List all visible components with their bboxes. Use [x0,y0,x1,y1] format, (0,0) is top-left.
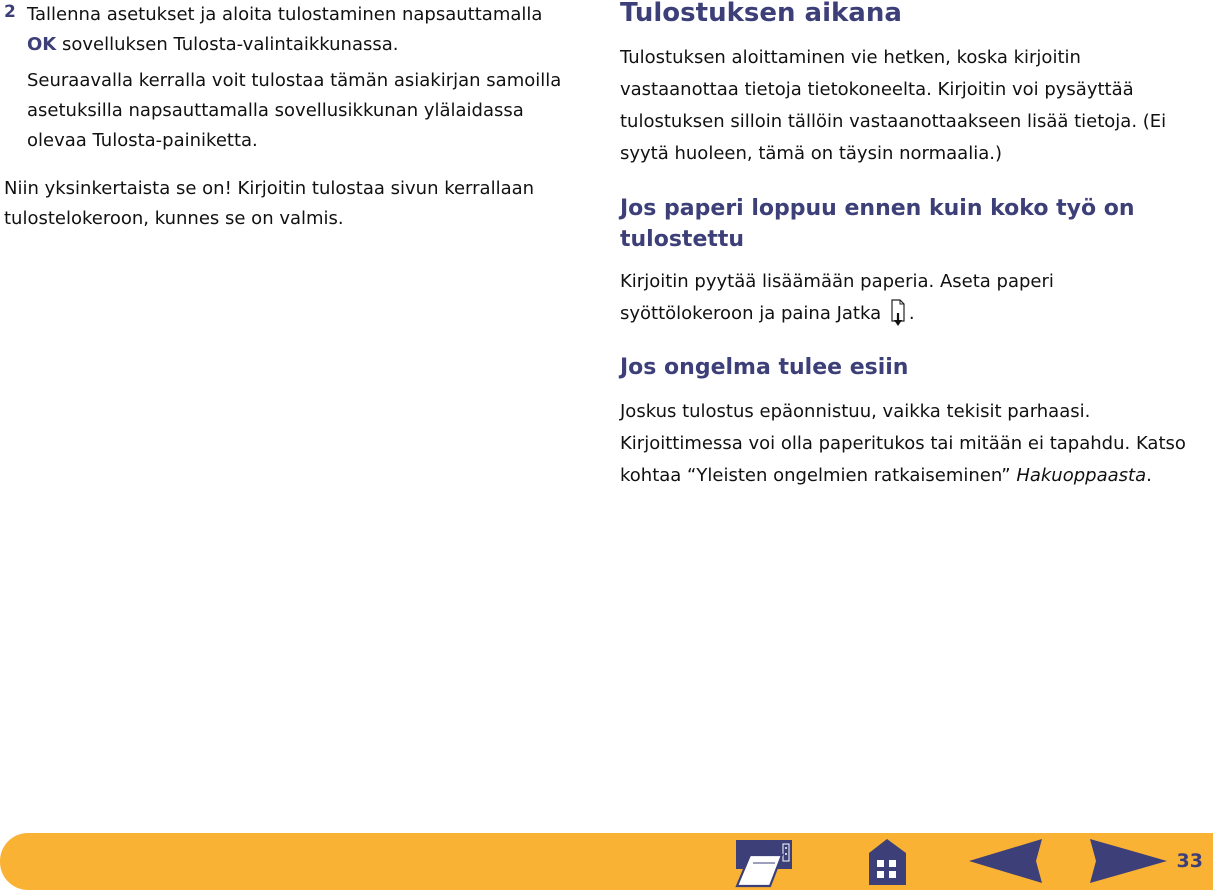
footer-nav-bar [0,833,1213,890]
previous-arrow-icon [966,833,1046,890]
step-text-start: Tallenna asetukset ja aloita tulostaminen napsauttamalla [27,4,543,25]
previous-page-button[interactable] [966,833,1046,890]
step-number: 2 [4,2,16,22]
paragraph-problem [620,396,1200,492]
subheading-paper-out: Jos paperi loppuu ennen kuin koko työ on tulostettu [620,196,1135,252]
paper-out-text: Kirjoitin pyytää lisäämään paperia. Aseta paperi syöttölokeroon ja paina Jatka [620,271,1054,324]
step-text-end: sovelluksen Tulosta-valintaikkunassa. [56,34,399,55]
next-arrow-icon [1086,833,1170,890]
subheading-problem: Jos ongelma tulee esiin [620,355,909,380]
page-number: 33 [1176,850,1203,872]
paragraph-paper-out [620,266,1090,330]
step-subtext: Seuraavalla kerralla voit tulostaa tämän asiakirjan samoilla asetuksilla napsauttamalla sovellusikkunan ylälaidassa olevaa Tulosta-painiketta. [27,70,562,151]
ok-label: OK [27,34,57,55]
step-text [27,0,587,60]
left-paragraph: Niin yksinkertaista se on! Kirjoitin tulostaa sivun kerrallaan tulostelokeroon, kunnes se on valmis. [4,178,535,229]
section-heading: Tulostuksen aikana [620,0,902,28]
problem-text: Joskus tulostus epäonnistuu, vaikka tekisit parhaasi. Kirjoittimessa voi olla paperitukos tai mitään ei tapahdu. Katso kohtaa “Yleisten ongelmien ratkaiseminen” [620,401,1186,486]
next-page-button[interactable] [1086,833,1170,890]
paper-out-period: . [908,303,915,324]
print-button[interactable] [733,833,793,890]
resume-button-icon [889,299,907,327]
paragraph-printing: Tulostuksen aloittaminen vie hetken, koska kirjoitin vastaanottaa tietoja tietokoneelta. Kirjoitin voi pysäyttää tulostuksen silloin tällöin vastaanottaakseen lisää tietoja. (Ei syytä huoleen, tämä on täysin normaalia.) [620,47,1167,164]
home-icon [866,833,912,890]
home-button[interactable] [866,833,912,890]
printer-icon [733,833,793,890]
problem-period: . [1146,465,1152,486]
guide-reference: Hakuoppaasta [1016,465,1147,486]
